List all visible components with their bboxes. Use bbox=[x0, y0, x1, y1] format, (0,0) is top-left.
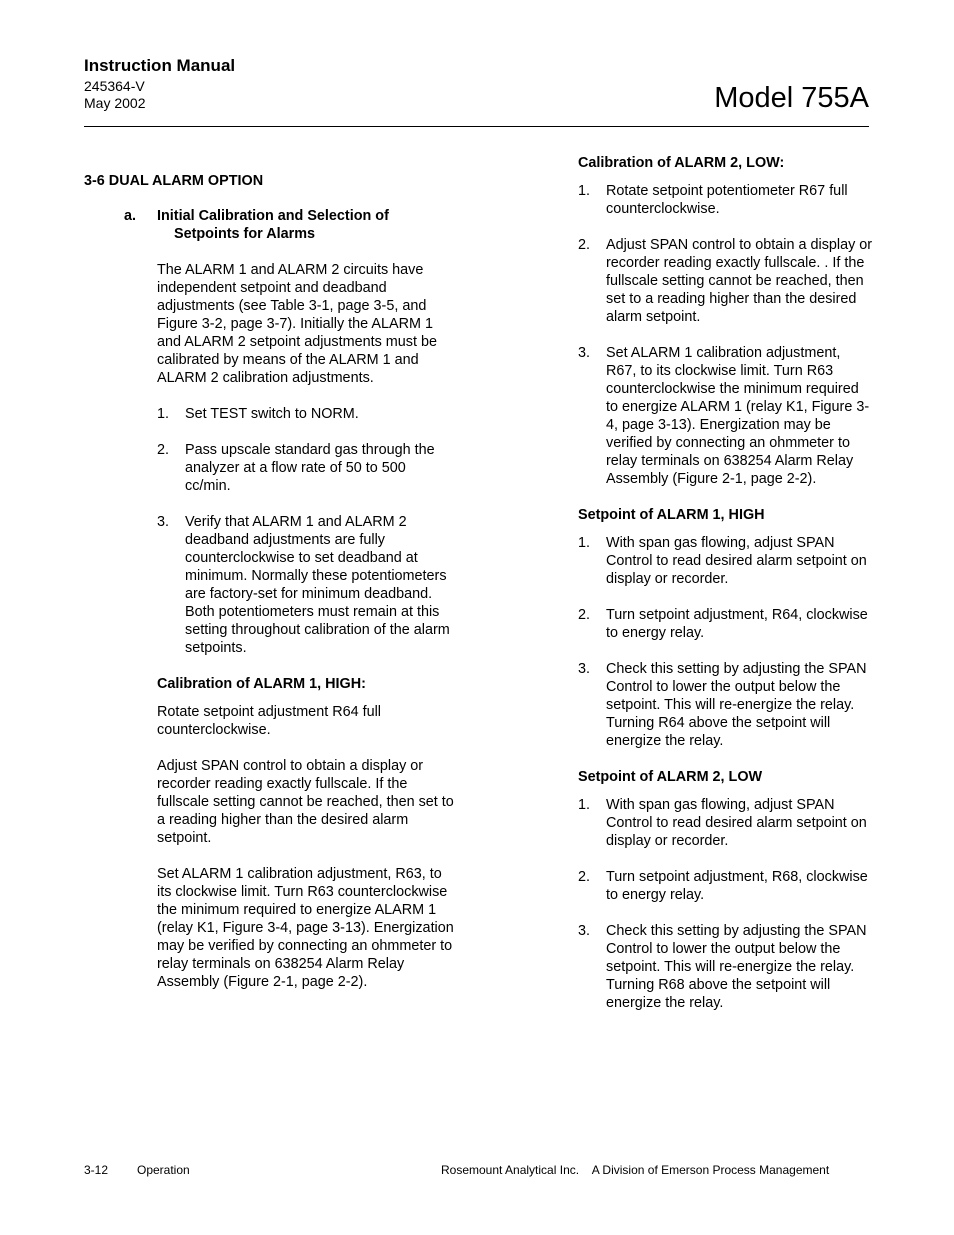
cal-alarm1-paragraph: Rotate setpoint adjustment R64 full counterclockwise. bbox=[157, 704, 381, 738]
list-item bbox=[578, 660, 873, 750]
cal-alarm1-paragraph: Set ALARM 1 calibration adjustment, R63, to its clockwise limit. Turn R63 counterclockwise the minimum required to energize ALARM 1 (relay K1, Figure 3-4, page 3-13). Energization may be verified by connecting an ohmmeter to relay terminals on 638254 Alarm Relay Assembly (Figure 2-1, page 2-2). bbox=[157, 866, 454, 990]
cal-alarm2-low-heading: Calibration of ALARM 2, LOW: bbox=[578, 155, 785, 171]
list-item bbox=[578, 606, 873, 642]
step-number: 2. bbox=[578, 607, 591, 623]
left-column bbox=[84, 172, 454, 1009]
subsection-title-line2: Setpoints for Alarms bbox=[174, 226, 315, 242]
subsection-title-line1: Initial Calibration and Selection of bbox=[157, 208, 389, 224]
step-text: With span gas flowing, adjust SPAN Control to read desired alarm setpoint on display or recorder. bbox=[606, 797, 867, 849]
list-item bbox=[578, 868, 873, 904]
header-divider bbox=[84, 126, 869, 127]
step-text: Set TEST switch to NORM. bbox=[185, 406, 359, 422]
setpoint-alarm1-high-list bbox=[578, 534, 873, 750]
step-number: 2. bbox=[578, 237, 591, 253]
right-column bbox=[578, 154, 873, 1030]
cal-alarm1-high-block bbox=[157, 675, 454, 991]
document-date: May 2002 bbox=[84, 95, 146, 111]
step-number: 1. bbox=[578, 797, 591, 813]
step-text: Adjust SPAN control to obtain a display or recorder reading exactly fullscale. . If the fullscale setting cannot be reached, then set to a reading higher than the desired alarm setpoint. bbox=[606, 237, 873, 325]
list-item bbox=[578, 796, 873, 850]
cal-alarm2-low-block bbox=[578, 154, 873, 488]
list-item bbox=[157, 441, 454, 495]
subsection-letter: a. bbox=[124, 208, 137, 224]
document-number: 245364-V bbox=[84, 78, 145, 94]
model-name: Model 755A bbox=[714, 82, 869, 114]
step-text: Set ALARM 1 calibration adjustment, R67, to its clockwise limit. Turn R63 counterclockwise the minimum required to energize ALARM 1 (relay K1, Figure 3-4, page 3-13). Energization may be verified by connecting an ohmmeter to relay terminals on 638254 Alarm Relay Assembly (Figure 2-1, page 2-2). bbox=[606, 345, 870, 487]
setpoint-alarm1-high-heading: Setpoint of ALARM 1, HIGH bbox=[578, 507, 765, 523]
step-text: Rotate setpoint potentiometer R67 full counterclockwise. bbox=[606, 183, 848, 217]
step-text: With span gas flowing, adjust SPAN Control to read desired alarm setpoint on display or recorder. bbox=[606, 535, 867, 587]
step-text: Pass upscale standard gas through the analyzer at a flow rate of 50 to 500 cc/min. bbox=[185, 442, 435, 494]
step-text: Verify that ALARM 1 and ALARM 2 deadband adjustments are fully counterclockwise to set deadband at minimum. Normally these potentiometers are factory-set for minimum deadband. Both potentiometers must remain at this setting throughout calibration of the alarm setpoints. bbox=[185, 514, 450, 656]
cal-alarm2-low-list bbox=[578, 182, 873, 488]
list-item bbox=[578, 344, 873, 488]
cal-alarm1-high-heading: Calibration of ALARM 1, HIGH: bbox=[157, 676, 366, 692]
section-heading: 3-6 DUAL ALARM OPTION bbox=[84, 173, 264, 189]
manual-title: Instruction Manual bbox=[84, 56, 236, 75]
step-text: Check this setting by adjusting the SPAN Control to lower the output below the setpoint. This will re-energize the relay. Turning R64 above the setpoint will energize the relay. bbox=[606, 661, 867, 749]
setpoint-alarm1-high-block bbox=[578, 506, 873, 750]
setpoint-alarm2-low-block bbox=[578, 768, 873, 1012]
step-number: 2. bbox=[578, 869, 591, 885]
step-number: 1. bbox=[578, 183, 591, 199]
intro-block bbox=[157, 261, 454, 387]
step-number: 1. bbox=[157, 406, 170, 422]
list-item bbox=[578, 534, 873, 588]
step-number: 3. bbox=[578, 661, 591, 677]
footer-section: Operation bbox=[137, 1163, 190, 1177]
initial-steps-list bbox=[157, 405, 454, 657]
step-text: Check this setting by adjusting the SPAN Control to lower the output below the setpoint. This will re-energize the relay. Turning R68 above the setpoint will energize the relay. bbox=[606, 923, 867, 1011]
step-text: Turn setpoint adjustment, R68, clockwise to energy relay. bbox=[606, 869, 868, 903]
page-number: 3-12 bbox=[84, 1163, 109, 1177]
list-item bbox=[157, 513, 454, 657]
footer-company: Rosemount Analytical Inc. A Division of Emerson Process Management bbox=[441, 1163, 830, 1177]
step-number: 2. bbox=[157, 442, 170, 458]
list-item bbox=[578, 182, 873, 218]
setpoint-alarm2-low-heading: Setpoint of ALARM 2, LOW bbox=[578, 769, 763, 785]
list-item bbox=[578, 236, 873, 326]
subsection-heading bbox=[84, 207, 454, 243]
intro-paragraph: The ALARM 1 and ALARM 2 circuits have independent setpoint and deadband adjustments (see Table 3-1, page 3-5, and Figure 3-2, page 3-7). Initially the ALARM 1 and ALARM 2 setpoint adjustments must be calibrated by means of the ALARM 1 and ALARM 2 calibration adjustments. bbox=[157, 262, 437, 386]
cal-alarm1-paragraph: Adjust SPAN control to obtain a display or recorder reading exactly fullscale. If the fullscale setting cannot be reached, then set to a reading higher than the desired alarm setpoint. bbox=[157, 758, 454, 846]
step-number: 3. bbox=[578, 923, 591, 939]
step-number: 3. bbox=[578, 345, 591, 361]
step-number: 3. bbox=[157, 514, 170, 530]
step-text: Turn setpoint adjustment, R64, clockwise to energy relay. bbox=[606, 607, 868, 641]
step-number: 1. bbox=[578, 535, 591, 551]
list-item bbox=[157, 405, 454, 423]
setpoint-alarm2-low-list bbox=[578, 796, 873, 1012]
list-item bbox=[578, 922, 873, 1012]
